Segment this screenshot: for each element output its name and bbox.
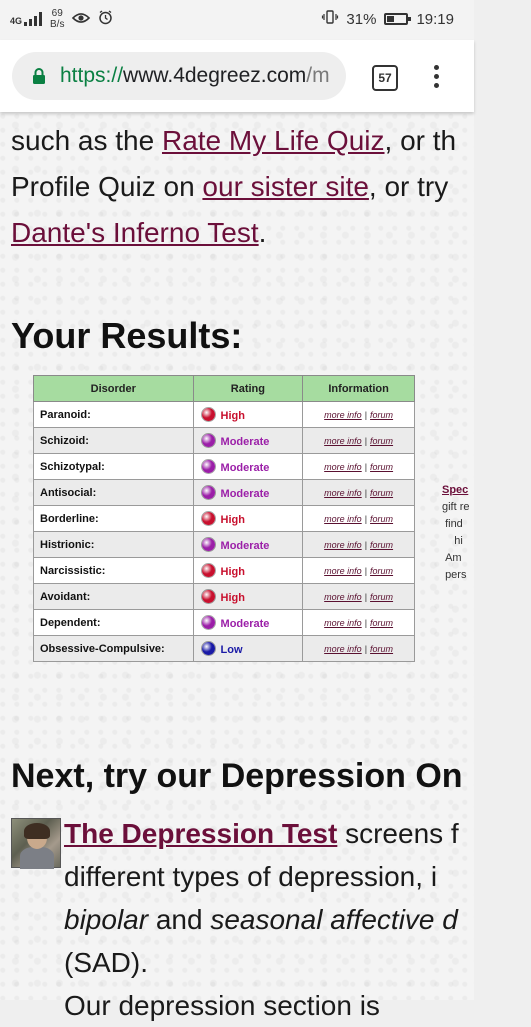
info-separator: |: [364, 539, 368, 550]
intro-text-segment: such as the: [11, 125, 162, 156]
table-header-row: [34, 376, 415, 402]
forum-link[interactable]: forum: [370, 487, 394, 498]
battery-percent: 31%: [346, 10, 377, 28]
more-info-link[interactable]: more info: [324, 487, 362, 498]
info-cell: [303, 454, 415, 480]
rating-dot-icon: [202, 642, 215, 655]
info-cell: [303, 610, 415, 636]
vibrate-icon: [322, 10, 338, 28]
info-separator: |: [364, 643, 368, 654]
info-cell: [303, 532, 415, 558]
table-row: [34, 480, 415, 506]
forum-link[interactable]: forum: [370, 643, 394, 654]
rate-my-life-quiz-link[interactable]: Rate My Life Quiz: [161, 125, 385, 156]
intro-text-segment: , or th: [384, 125, 457, 156]
rating-cell: [193, 402, 303, 428]
rating-cell: [193, 558, 303, 584]
more-info-link[interactable]: more info: [324, 617, 362, 628]
rating-label: Moderate: [220, 487, 270, 500]
info-cell: [303, 558, 415, 584]
header-information: Information: [303, 376, 415, 402]
rating-label: High: [220, 409, 245, 422]
disorder-cell: Avoidant:: [34, 584, 194, 610]
desc-text: seasonal affective d: [210, 904, 458, 935]
rating-label: High: [220, 591, 245, 604]
disorder-cell: Schizotypal:: [34, 454, 194, 480]
more-info-link[interactable]: more info: [324, 591, 362, 602]
desc-text: (SAD).: [64, 947, 148, 978]
more-info-link[interactable]: more info: [324, 435, 362, 446]
side-ad-text: find: [445, 518, 463, 530]
desc-text: and: [148, 904, 211, 935]
url-host: www.4degreez.com: [123, 64, 307, 87]
url-bar[interactable]: [12, 52, 346, 100]
info-separator: |: [364, 591, 368, 602]
dantes-inferno-test-link[interactable]: Dante's Inferno Test: [11, 217, 259, 248]
battery-icon: [384, 13, 408, 25]
info-cell: [303, 584, 415, 610]
forum-link[interactable]: forum: [370, 539, 394, 550]
network-indicator: [10, 12, 42, 26]
table-row: [34, 558, 415, 584]
table-row: [34, 584, 415, 610]
clock: 19:19: [416, 10, 454, 28]
more-info-link[interactable]: more info: [324, 643, 362, 654]
info-separator: |: [364, 435, 368, 446]
table-row: [34, 506, 415, 532]
header-disorder: Disorder: [34, 376, 194, 402]
alarm-icon: [98, 10, 113, 29]
table-row: [34, 610, 415, 636]
disorder-cell: Paranoid:: [34, 402, 194, 428]
disorder-cell: Histrionic:: [34, 532, 194, 558]
info-cell: [303, 428, 415, 454]
info-separator: |: [364, 487, 368, 498]
forum-link[interactable]: forum: [370, 565, 394, 576]
browser-toolbar: [0, 40, 474, 112]
side-ad-text: pers: [445, 569, 467, 581]
side-ad-text: Am: [445, 552, 462, 564]
more-info-link[interactable]: more info: [324, 565, 362, 576]
side-ad-text: hi: [454, 535, 463, 547]
status-right: [322, 10, 454, 28]
rating-cell: [193, 584, 303, 610]
rating-dot-icon: [202, 590, 215, 603]
table-row: [34, 532, 415, 558]
rating-dot-icon: [202, 564, 215, 577]
info-cell: [303, 506, 415, 532]
more-info-link[interactable]: more info: [324, 513, 362, 524]
rating-cell: [193, 636, 303, 662]
url-scheme: https://: [60, 64, 124, 87]
status-bar: [0, 0, 474, 40]
depression-test-thumbnail[interactable]: [11, 818, 61, 868]
rating-label: Moderate: [220, 461, 270, 474]
desc-text: screens f: [337, 818, 459, 849]
rating-dot-icon: [202, 616, 215, 629]
net-speed-value: 69: [51, 8, 63, 19]
more-info-link[interactable]: more info: [324, 539, 362, 550]
rating-label: High: [220, 565, 245, 578]
lock-icon[interactable]: [32, 68, 46, 84]
more-info-link[interactable]: more info: [324, 409, 362, 420]
more-menu-icon[interactable]: [430, 65, 442, 89]
tab-switcher-button[interactable]: 57: [372, 65, 398, 91]
forum-link[interactable]: forum: [370, 409, 394, 420]
info-separator: |: [364, 513, 368, 524]
results-heading: Your Results:: [11, 315, 243, 356]
table-row: [34, 454, 415, 480]
rating-dot-icon: [202, 460, 215, 473]
side-ad-link[interactable]: Spec: [442, 484, 469, 496]
rating-label: High: [220, 513, 245, 526]
side-ad-text: gift re: [442, 501, 470, 513]
network-type: 4G: [10, 16, 23, 26]
depression-test-description: [64, 812, 524, 1027]
disorder-cell: Obsessive-Compulsive:: [34, 636, 194, 662]
intro-text-segment: .: [258, 217, 267, 248]
rating-cell: [193, 480, 303, 506]
forum-link[interactable]: forum: [370, 591, 394, 602]
info-cell: [303, 402, 415, 428]
info-cell: [303, 480, 415, 506]
forum-link[interactable]: forum: [370, 617, 394, 628]
status-left: [10, 8, 113, 30]
rating-label: Moderate: [220, 435, 270, 448]
table-row: [34, 636, 415, 662]
results-table: [33, 375, 415, 662]
info-separator: |: [364, 461, 368, 472]
next-test-heading: Next, try our Depression On: [11, 757, 463, 795]
net-speed-unit: B/s: [50, 19, 65, 30]
rating-cell: [193, 506, 303, 532]
side-ad: [442, 482, 470, 584]
info-separator: |: [364, 617, 368, 628]
disorder-cell: Antisocial:: [34, 480, 194, 506]
rating-dot-icon: [202, 512, 215, 525]
eye-icon: [72, 11, 90, 28]
rating-label: Low: [220, 643, 243, 656]
disorder-cell: Borderline:: [34, 506, 194, 532]
info-separator: |: [364, 565, 368, 576]
info-cell: [303, 636, 415, 662]
disorder-cell: Narcissistic:: [34, 558, 194, 584]
intro-text: [11, 118, 531, 256]
intro-text-segment: , or try: [368, 171, 449, 202]
forum-link[interactable]: forum: [370, 513, 394, 524]
url-path: /m: [306, 64, 330, 87]
table-row: [34, 428, 415, 454]
info-separator: |: [364, 409, 368, 420]
intro-text-segment: Profile Quiz on: [11, 171, 203, 202]
rating-cell: [193, 532, 303, 558]
table-row: [34, 402, 415, 428]
depression-test-link[interactable]: The Depression Test: [64, 818, 338, 849]
desc-text: different types of depression, i: [64, 861, 438, 892]
desc-text: Our depression section is: [64, 990, 380, 1021]
desc-text: bipolar: [64, 904, 149, 935]
signal-icon: [24, 12, 42, 26]
rating-cell: [193, 428, 303, 454]
page-content: [0, 112, 474, 1021]
disorder-cell: Dependent:: [34, 610, 194, 636]
rating-label: Moderate: [220, 539, 270, 552]
rating-dot-icon: [202, 408, 215, 421]
more-info-link[interactable]: more info: [324, 461, 362, 472]
disorder-cell: Schizoid:: [34, 428, 194, 454]
forum-link[interactable]: forum: [370, 461, 394, 472]
rating-dot-icon: [202, 486, 215, 499]
rating-dot-icon: [202, 434, 215, 447]
network-speed: [50, 8, 64, 30]
forum-link[interactable]: forum: [370, 435, 394, 446]
rating-dot-icon: [202, 538, 215, 551]
sister-site-link[interactable]: our sister site: [202, 171, 369, 202]
rating-cell: [193, 610, 303, 636]
url-text[interactable]: [60, 64, 330, 88]
rating-label: Moderate: [220, 617, 270, 630]
header-rating: Rating: [193, 376, 303, 402]
rating-cell: [193, 454, 303, 480]
